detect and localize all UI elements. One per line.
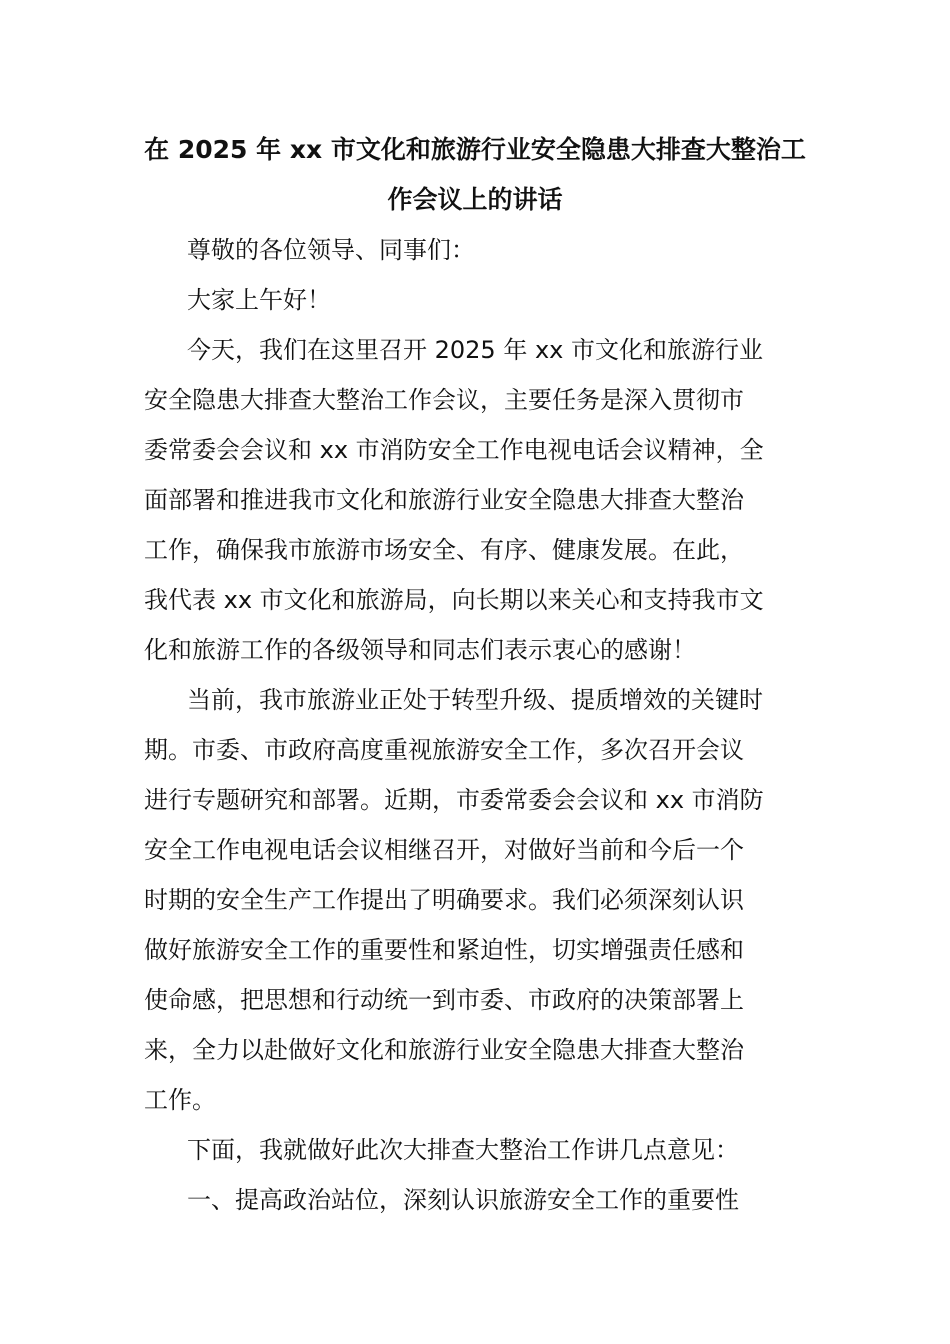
paragraph-2-line: 期。市委、市政府高度重视旅游安全工作，多次召开会议 (144, 736, 744, 764)
paragraph-3-line: 下面，我就做好此次大排查大整治工作讲几点意见： (187, 1136, 739, 1164)
paragraph-1-line: 工作，确保我市旅游市场安全、有序、健康发展。在此， (144, 536, 744, 564)
paragraph-1-line: 安全隐患大排查大整治工作会议，主要任务是深入贯彻市 (144, 386, 744, 414)
paragraph-2-line: 工作。 (144, 1086, 216, 1114)
paragraph-1-line: 今天，我们在这里召开 2025 年 xx 市文化和旅游行业 (187, 336, 763, 364)
salutation: 尊敬的各位领导、同事们： (187, 236, 475, 264)
paragraph-1-line: 面部署和推进我市文化和旅游行业安全隐患大排查大整治 (144, 486, 744, 514)
paragraph-2-line: 进行专题研究和部署。近期，市委常委会会议和 xx 市消防 (144, 786, 764, 814)
paragraph-1-line: 化和旅游工作的各级领导和同志们表示衷心的感谢！ (144, 636, 696, 664)
paragraph-2-line: 做好旅游安全工作的重要性和紧迫性，切实增强责任感和 (144, 936, 744, 964)
paragraph-1-line: 委常委会会议和 xx 市消防安全工作电视电话会议精神，全 (144, 436, 764, 464)
paragraph-2-line: 时期的安全生产工作提出了明确要求。我们必须深刻认识 (144, 886, 744, 914)
document-title-line-1: 在 2025 年 xx 市文化和旅游行业安全隐患大排查大整治工 (144, 135, 806, 164)
paragraph-2-line: 来，全力以赴做好文化和旅游行业安全隐患大排查大整治 (144, 1036, 744, 1064)
paragraph-1-line: 我代表 xx 市文化和旅游局，向长期以来关心和支持我市文 (144, 586, 764, 614)
paragraph-2-line: 使命感，把思想和行动统一到市委、市政府的决策部署上 (144, 986, 744, 1014)
document-title-line-2: 作会议上的讲话 (387, 185, 563, 214)
paragraph-2-line: 当前，我市旅游业正处于转型升级、提质增效的关键时 (187, 686, 763, 714)
paragraph-2-line: 安全工作电视电话会议相继召开，对做好当前和今后一个 (144, 836, 744, 864)
greeting: 大家上午好！ (187, 286, 331, 314)
section-heading-1: 一、提高政治站位，深刻认识旅游安全工作的重要性 (187, 1186, 739, 1214)
